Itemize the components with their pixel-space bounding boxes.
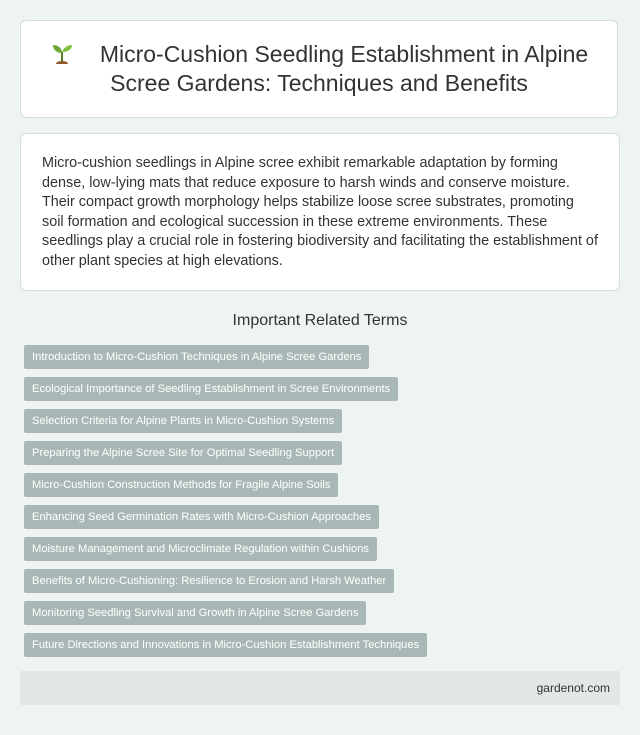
related-term-link[interactable]: Future Directions and Innovations in Micro-Cushion Establishment Techniques	[24, 633, 427, 657]
related-term-item	[24, 473, 624, 497]
footer	[20, 671, 620, 705]
related-term-link[interactable]: Enhancing Seed Germination Rates with Micro-Cushion Approaches	[24, 505, 379, 529]
related-terms-list	[24, 345, 624, 665]
title-card	[20, 20, 618, 118]
summary-text: Micro-cushion seedlings in Alpine scree exhibit remarkable adaptation by forming dense, low-lying mats that reduce exposure to harsh winds and conserve moisture. Their compact growth morphology helps stabilize loose scree substrates, promoting soil formation and ecological succession in these extreme environments. These seedlings play a crucial role in fostering biodiversity and facilitating the establishment of other plant species at high elevations.	[42, 155, 598, 269]
related-term-item	[24, 409, 624, 433]
page-title-text: Micro-Cushion Seedling Establishment in Alpine Scree Gardens: Techniques and Benefits	[99, 41, 589, 96]
related-term-link[interactable]: Moisture Management and Microclimate Regulation within Cushions	[24, 537, 377, 561]
related-term-item	[24, 505, 624, 529]
related-term-item	[24, 345, 624, 369]
related-term-item	[24, 377, 624, 401]
related-terms-heading: Important Related Terms	[232, 312, 408, 329]
related-term-item	[24, 441, 624, 465]
related-term-link[interactable]: Preparing the Alpine Scree Site for Optimal Seedling Support	[24, 441, 342, 465]
related-term-item	[24, 569, 624, 593]
related-term-link[interactable]: Introduction to Micro-Cushion Techniques in Alpine Scree Gardens	[24, 345, 369, 369]
page-title	[49, 40, 589, 98]
seedling-icon	[50, 42, 74, 64]
related-term-link[interactable]: Monitoring Seedling Survival and Growth in Alpine Scree Gardens	[24, 601, 366, 625]
summary-card	[20, 133, 620, 291]
related-term-link[interactable]: Ecological Importance of Seedling Establishment in Scree Environments	[24, 377, 398, 401]
footer-site-link[interactable]: gardenot.com	[536, 681, 610, 695]
related-term-link[interactable]: Benefits of Micro-Cushioning: Resilience to Erosion and Harsh Weather	[24, 569, 394, 593]
related-term-item	[24, 537, 624, 561]
related-term-link[interactable]: Micro-Cushion Construction Methods for Fragile Alpine Soils	[24, 473, 338, 497]
related-term-item	[24, 601, 624, 625]
related-term-item	[24, 633, 624, 657]
related-term-link[interactable]: Selection Criteria for Alpine Plants in Micro-Cushion Systems	[24, 409, 342, 433]
